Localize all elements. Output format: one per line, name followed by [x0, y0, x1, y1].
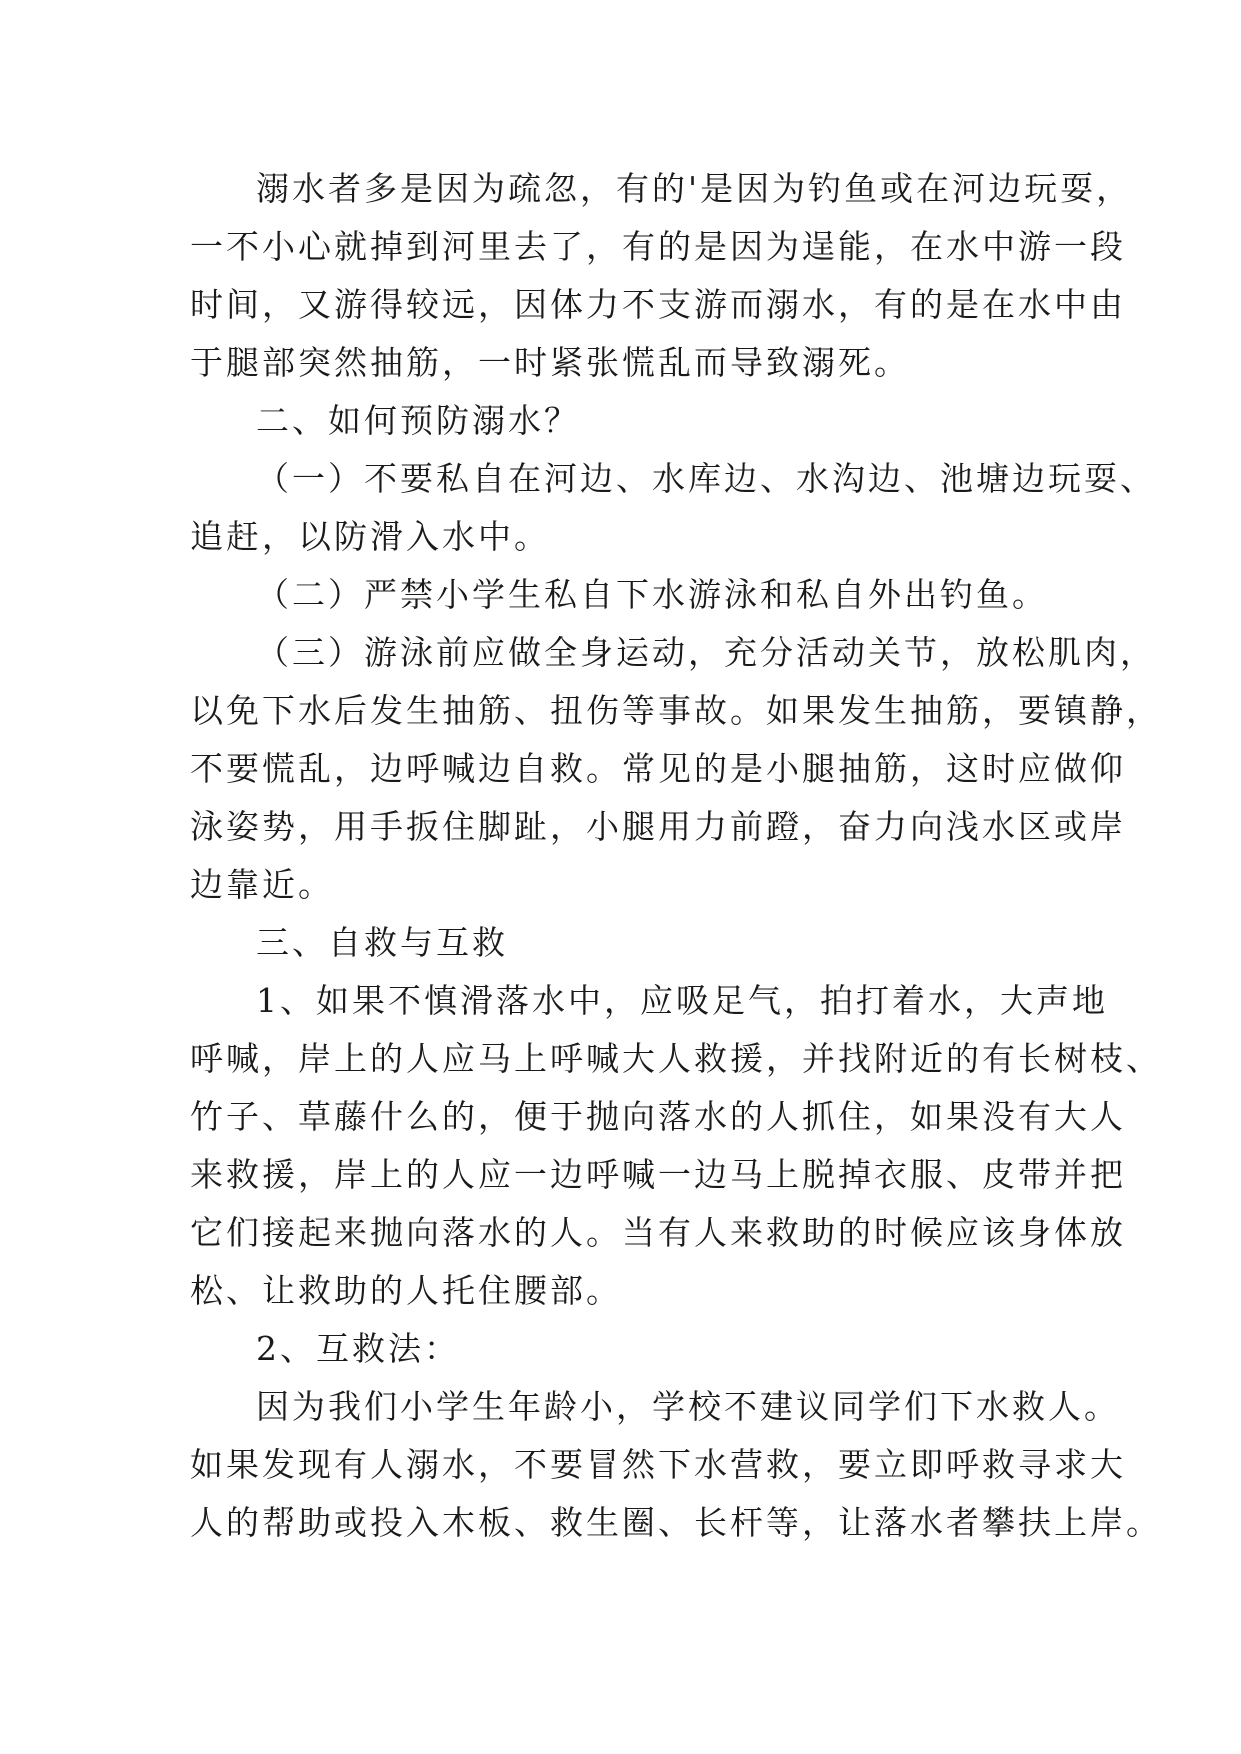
text-line: 来救援，岸上的人应一边呼喊一边马上脱掉衣服、皮带并把 — [190, 1155, 1126, 1194]
text-line: （二）严禁小学生私自下水游泳和私自外出钓鱼。 — [256, 575, 1048, 614]
text-line: （一）不要私自在河边、水库边、水沟边、池塘边玩耍、 — [256, 459, 1156, 498]
text-line: 松、让救助的人托住腰部。 — [190, 1271, 622, 1310]
text-line: 边靠近。 — [190, 865, 334, 904]
text-line: 如果发现有人溺水，不要冒然下水营救，要立即呼救寻求大 — [190, 1445, 1126, 1484]
text-line: 时间，又游得较远，因体力不支游而溺水，有的是在水中由 — [190, 285, 1126, 324]
text-line: 1、如果不慎滑落水中，应吸足气，拍打着水，大声地 — [256, 981, 1108, 1020]
text-line: 追赶，以防滑入水中。 — [190, 517, 550, 556]
text-line: 溺水者多是因为疏忽，有的'是因为钓鱼或在河边玩耍， — [256, 169, 1133, 208]
text-line: 因为我们小学生年龄小，学校不建议同学们下水救人。 — [256, 1387, 1120, 1426]
text-line: （三）游泳前应做全身运动，充分活动关节，放松肌肉， — [256, 633, 1156, 672]
document-body — [190, 160, 1162, 1552]
text-line: 呼喊，岸上的人应马上呼喊大人救援，并找附近的有长树枝、 — [190, 1039, 1162, 1078]
text-line: 泳姿势，用手扳住脚趾，小腿用力前蹬，奋力向浅水区或岸 — [190, 807, 1126, 846]
text-line: 不要慌乱，边呼喊边自救。常见的是小腿抽筋，这时应做仰 — [190, 749, 1126, 788]
text-line: 它们接起来抛向落水的人。当有人来救助的时候应该身体放 — [190, 1213, 1126, 1252]
text-line: 人的帮助或投入木板、救生圈、长杆等，让落水者攀扶上岸。 — [190, 1503, 1162, 1542]
text-line: 于腿部突然抽筋，一时紧张慌乱而导致溺死。 — [190, 343, 910, 382]
text-line: 2、互救法： — [256, 1329, 460, 1368]
text-line: 一不小心就掉到河里去了，有的是因为逞能，在水中游一段 — [190, 227, 1126, 266]
text-line: 以免下水后发生抽筋、扭伤等事故。如果发生抽筋，要镇静， — [190, 691, 1162, 730]
section-heading: 三、自救与互救 — [256, 923, 508, 962]
section-heading: 二、如何预防溺水？ — [256, 401, 580, 440]
text-line: 竹子、草藤什么的，便于抛向落水的人抓住，如果没有大人 — [190, 1097, 1126, 1136]
